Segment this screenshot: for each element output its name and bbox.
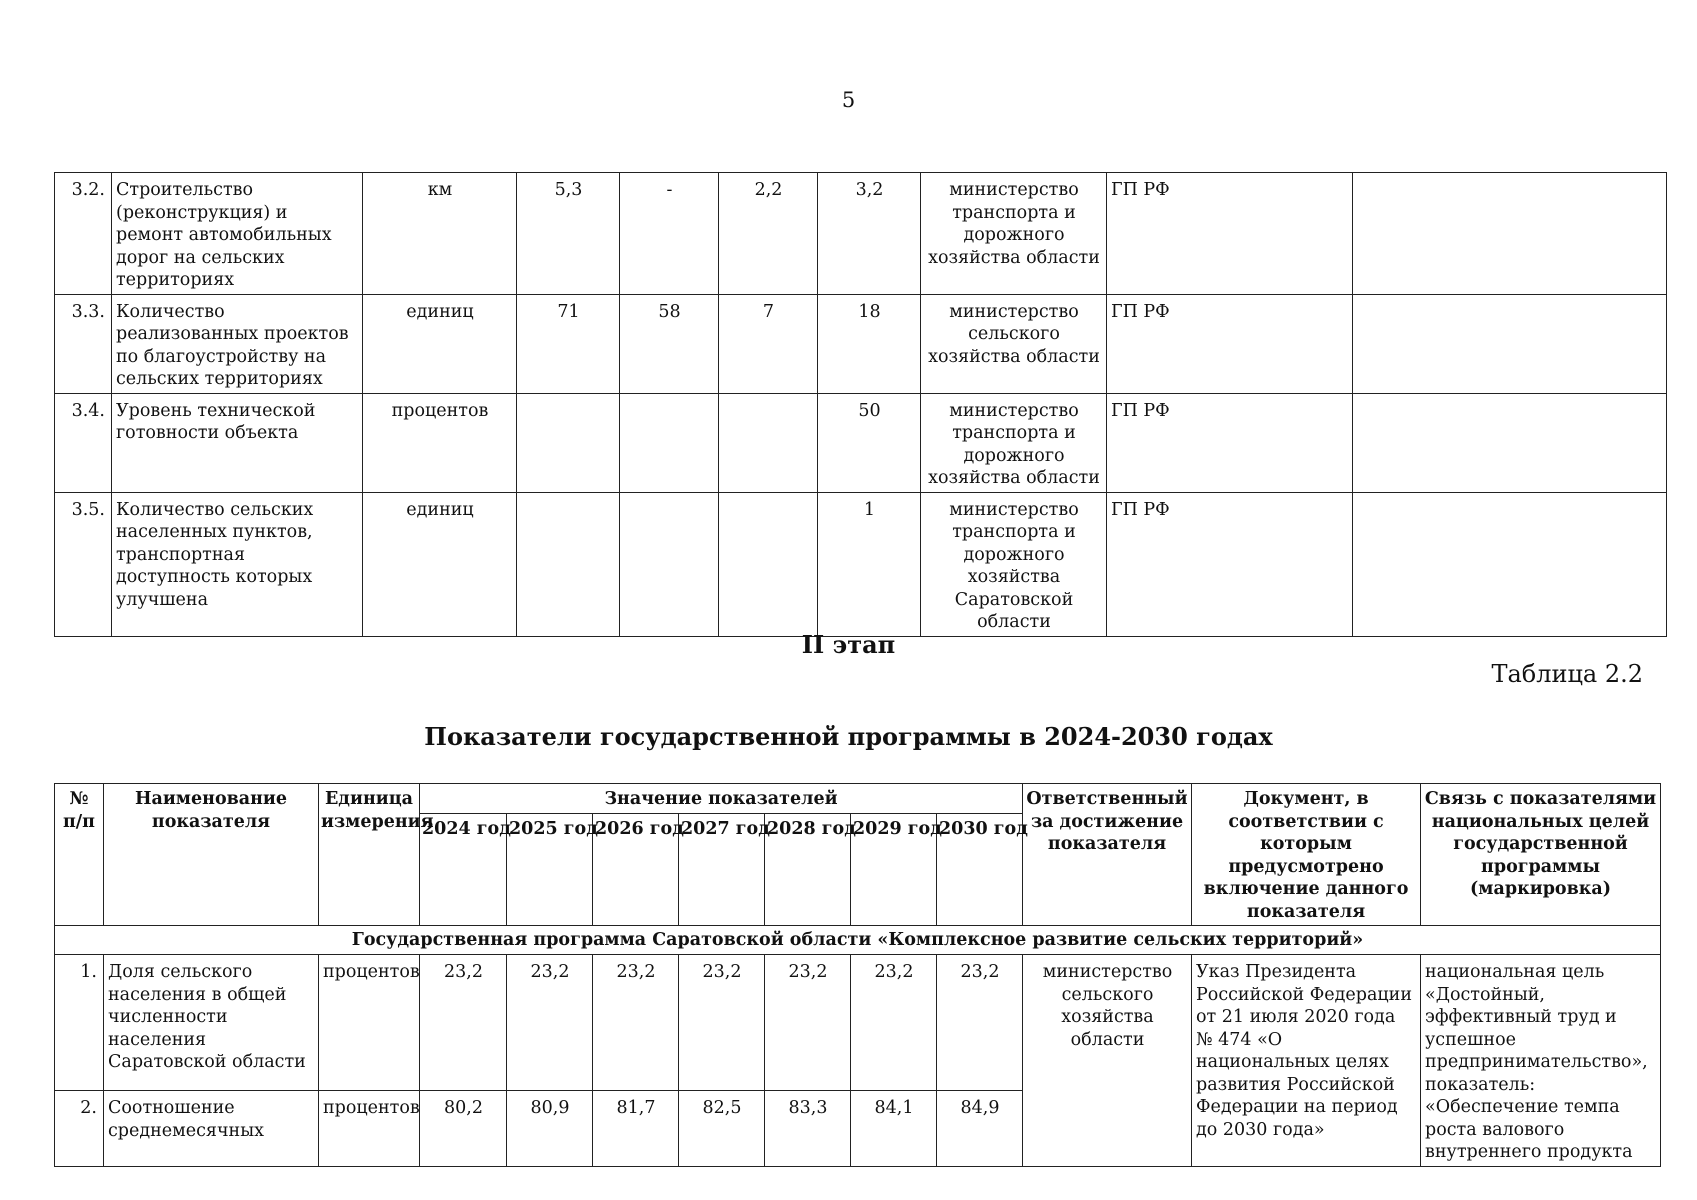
row-number: 1. <box>55 955 104 1091</box>
document-cell: ГП РФ <box>1107 393 1353 492</box>
header-year: 2027 год <box>679 813 765 925</box>
value-cell: - <box>620 173 719 295</box>
unit-cell: единиц <box>363 492 517 636</box>
value-cell: 23,2 <box>937 955 1023 1091</box>
value-cell <box>517 492 620 636</box>
value-cell: 5,3 <box>517 173 620 295</box>
value-cell: 50 <box>818 393 921 492</box>
header-responsible: Ответственный за достижение показателя <box>1023 784 1192 926</box>
indicator-name: Количество сельских населенных пунктов, транспортная доступность которых улучшена <box>112 492 363 636</box>
responsible-cell: министерство сельского хозяйства области <box>921 294 1107 393</box>
unit-cell: процентов <box>319 955 420 1091</box>
value-cell <box>719 492 818 636</box>
indicator-name: Строительство (реконструкция) и ремонт автомобильных дорог на сельских территориях <box>112 173 363 295</box>
value-cell: 23,2 <box>851 955 937 1091</box>
header-year: 2028 год <box>765 813 851 925</box>
header-unit: Единица измерения <box>319 784 420 926</box>
value-cell: 81,7 <box>593 1091 679 1166</box>
value-cell: 1 <box>818 492 921 636</box>
section-title: Государственная программа Саратовской области «Комплексное развитие сельских территорий» <box>55 926 1661 955</box>
header-num: № п/п <box>55 784 104 926</box>
header-year: 2025 год <box>507 813 593 925</box>
table-row <box>55 294 1667 393</box>
unit-cell: процентов <box>319 1091 420 1166</box>
value-cell: 84,9 <box>937 1091 1023 1166</box>
value-cell <box>620 393 719 492</box>
link-cell <box>1353 393 1667 492</box>
unit-cell: единиц <box>363 294 517 393</box>
main-title: Показатели государственной программы в 2024-2030 годах <box>424 722 1273 751</box>
header-year: 2024 год <box>420 813 507 925</box>
value-cell: 82,5 <box>679 1091 765 1166</box>
indicator-name: Доля сельского населения в общей численности населения Саратовской области <box>104 955 319 1091</box>
header-year: 2029 год <box>851 813 937 925</box>
link-cell <box>1353 294 1667 393</box>
table-row <box>55 173 1667 295</box>
indicator-name: Количество реализованных проектов по благоустройству на сельских территориях <box>112 294 363 393</box>
stage-title: II этап <box>801 630 896 659</box>
header-document: Документ, в соответствии с которым предусмотрено включение данного показателя <box>1192 784 1421 926</box>
header-year: 2030 год <box>937 813 1023 925</box>
responsible-cell: министерство транспорта и дорожного хозяйства области <box>921 393 1107 492</box>
page-number: 5 <box>841 88 856 112</box>
document-cell: Указ Президента Российской Федерации от 21 июля 2020 года № 474 «О национальных целях развития Российской Федерации на период до 2030 года» <box>1192 955 1421 1167</box>
value-cell: 3,2 <box>818 173 921 295</box>
value-cell: 7 <box>719 294 818 393</box>
row-number: 3.2. <box>55 173 112 295</box>
responsible-cell: министерство сельского хозяйства области <box>1023 955 1192 1167</box>
value-cell: 23,2 <box>507 955 593 1091</box>
header-row <box>55 784 1661 814</box>
value-cell <box>719 393 818 492</box>
table-row <box>55 955 1661 1091</box>
value-cell: 23,2 <box>420 955 507 1091</box>
value-cell: 2,2 <box>719 173 818 295</box>
document-cell: ГП РФ <box>1107 173 1353 295</box>
value-cell: 18 <box>818 294 921 393</box>
row-number: 2. <box>55 1091 104 1166</box>
section-row <box>55 926 1661 955</box>
header-link: Связь с показателями национальных целей государственной программы (маркировка) <box>1421 784 1661 926</box>
link-cell <box>1353 492 1667 636</box>
value-cell: 71 <box>517 294 620 393</box>
value-cell: 80,9 <box>507 1091 593 1166</box>
value-cell <box>620 492 719 636</box>
value-cell: 23,2 <box>593 955 679 1091</box>
responsible-cell: министерство транспорта и дорожного хозяйства области <box>921 173 1107 295</box>
indicator-name: Соотношение среднемесячных <box>104 1091 319 1166</box>
link-cell: национальная цель «Достойный, эффективный труд и успешное предпринимательство», показатель: «Обеспечение темпа роста валового внутреннего продукта <box>1421 955 1661 1167</box>
document-cell: ГП РФ <box>1107 492 1353 636</box>
header-year: 2026 год <box>593 813 679 925</box>
row-number: 3.5. <box>55 492 112 636</box>
indicators-table-continued <box>54 172 1667 637</box>
table-label: Таблица 2.2 <box>1491 660 1643 688</box>
document-cell: ГП РФ <box>1107 294 1353 393</box>
value-cell: 58 <box>620 294 719 393</box>
row-number: 3.3. <box>55 294 112 393</box>
header-name: Наименование показателя <box>104 784 319 926</box>
value-cell: 83,3 <box>765 1091 851 1166</box>
value-cell: 23,2 <box>679 955 765 1091</box>
unit-cell: км <box>363 173 517 295</box>
table-row <box>55 393 1667 492</box>
row-number: 3.4. <box>55 393 112 492</box>
unit-cell: процентов <box>363 393 517 492</box>
value-cell: 84,1 <box>851 1091 937 1166</box>
value-cell: 23,2 <box>765 955 851 1091</box>
header-values-group: Значение показателей <box>420 784 1023 814</box>
value-cell <box>517 393 620 492</box>
responsible-cell: министерство транспорта и дорожного хозяйства Саратовской области <box>921 492 1107 636</box>
link-cell <box>1353 173 1667 295</box>
value-cell: 80,2 <box>420 1091 507 1166</box>
table-row <box>55 492 1667 636</box>
indicators-table <box>54 783 1661 1167</box>
indicator-name: Уровень технической готовности объекта <box>112 393 363 492</box>
